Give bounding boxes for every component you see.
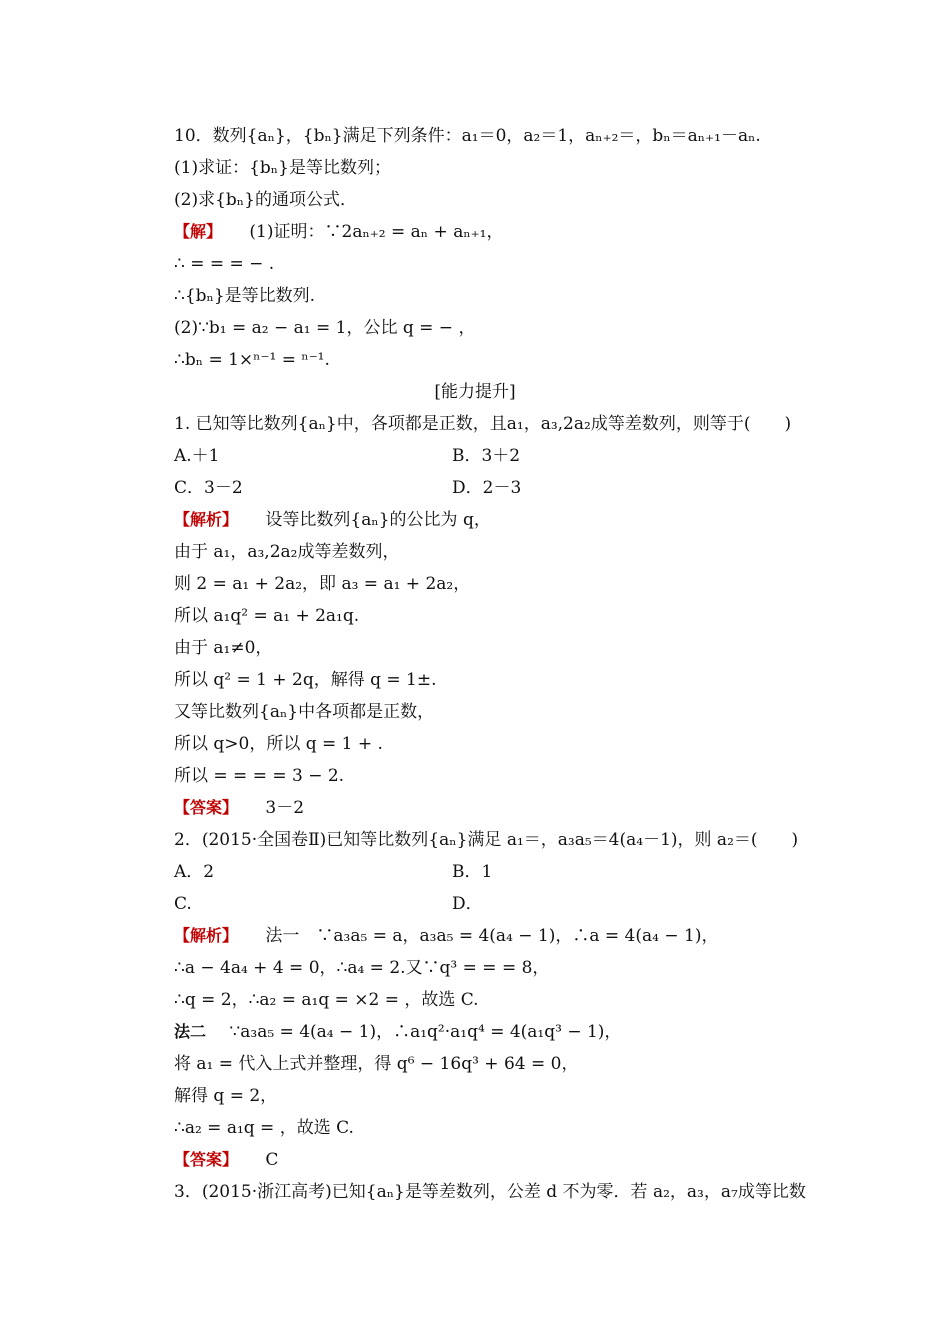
q2-analysis-line [174, 926, 718, 946]
q2-answer: C [265, 1150, 279, 1170]
method2-label: 法二 [174, 1022, 207, 1041]
q2-method2-text: ∵a₃a₅ = 4(a₄ − 1)，∴a₁q²·a₁q⁴ = 4(a₁q³ − 1)， [229, 1022, 622, 1042]
q2-method2-line: 解得 q = 2， [174, 1086, 278, 1106]
analysis-tag: 【解析】 [174, 510, 239, 529]
q2-method2-line: ∴a₂ = a₁q = ，故选 C. [174, 1118, 354, 1138]
q1-analysis-line: 由于 a₁，a₃,2a₂成等差数列， [174, 542, 400, 562]
q2-option-c: C. [174, 894, 192, 914]
q2-stem: 2．(2015·全国卷Ⅱ)已知等比数列{aₙ}满足 a₁＝，a₃a₅＝4(a₄－1)，则 a₂＝( ) [174, 830, 799, 850]
q1-analysis-line: 所以 q² = 1 + 2q，解得 q = 1±. [174, 670, 437, 690]
q1-analysis-line: 又等比数列{aₙ}中各项都是正数， [174, 702, 435, 722]
q1-stem: 1. 已知等比数列{aₙ}中，各项都是正数，且a₁，a₃,2a₂成等差数列，则等于( ) [174, 414, 792, 434]
q2-option-d: D． [452, 894, 483, 914]
q1-analysis-line: 所以 a₁q² = a₁ + 2a₁q. [174, 606, 360, 626]
q1-option-a: A.＋1 [174, 446, 220, 466]
q1-analysis-text: 设等比数列{aₙ}的公比为 q， [265, 510, 491, 530]
q2-analysis-text: 法一 ∵a₃a₅ = a，a₃a₅ = 4(a₄ − 1)，∴a = 4(a₄ − 1)， [265, 926, 719, 946]
q2-method2-line [174, 1022, 621, 1042]
q1-answer-line [174, 798, 304, 818]
q10-part1: (1)求证：{bₙ}是等比数列； [174, 158, 391, 178]
solution-tag: 【解】 [174, 222, 223, 241]
q2-option-a: A．2 [174, 862, 215, 882]
q10-solution-line: ∴ = = = − . [174, 254, 275, 274]
q10-part2: (2)求{bₙ}的通项公式． [174, 190, 357, 210]
q10-solution-line: ∴{bₙ}是等比数列. [174, 286, 316, 306]
analysis-tag: 【解析】 [174, 926, 239, 945]
q1-analysis-line [174, 510, 491, 530]
q1-analysis-line: 所以 q>0，所以 q = 1 + . [174, 734, 383, 754]
q2-option-b: B．1 [452, 862, 493, 882]
answer-tag: 【答案】 [174, 798, 239, 817]
q10-solution-line: ∴bₙ = 1×ⁿ⁻¹ = ⁿ⁻¹. [174, 350, 330, 370]
answer-tag: 【答案】 [174, 1150, 239, 1169]
q2-analysis-line: ∴a − 4a₄ + 4 = 0，∴a₄ = 2.又∵q³ = = = 8， [174, 958, 550, 978]
q1-option-b: B．3＋2 [452, 446, 521, 466]
q1-analysis-line: 由于 a₁≠0， [174, 638, 273, 658]
q10-stem: 10．数列{aₙ}，{bₙ}满足下列条件：a₁＝0，a₂＝1，aₙ₊₂＝，bₙ＝aₙ₊₁－aₙ. [174, 126, 761, 146]
q1-answer: 3－2 [265, 798, 305, 818]
q10-solution-text: (1)证明：∵2aₙ₊₂ = aₙ + aₙ₊₁， [249, 222, 504, 242]
q2-answer-line [174, 1150, 278, 1170]
q10-solution-line: (2)∵b₁ = a₂ − a₁ = 1，公比 q = − ， [174, 318, 476, 338]
q3-stem: 3．(2015·浙江高考)已知{aₙ}是等差数列，公差 d 不为零．若 a₂，a₃，a₇成等比数 [174, 1182, 806, 1202]
q2-method2-line: 将 a₁ = 代入上式并整理，得 q⁶ − 16q³ + 64 = 0， [174, 1054, 579, 1074]
q1-option-d: D．2－3 [452, 478, 522, 498]
section-title: [能力提升] [434, 382, 516, 402]
q1-option-c: C．3－2 [174, 478, 243, 498]
q1-analysis-line: 则 2 = a₁ + 2a₂，即 a₃ = a₁ + 2a₂， [174, 574, 471, 594]
q1-analysis-line: 所以 = = = = 3 − 2. [174, 766, 345, 786]
q10-solution-line [174, 222, 503, 242]
q2-analysis-line: ∴q = 2，∴a₂ = a₁q = ×2 = ，故选 C. [174, 990, 479, 1010]
